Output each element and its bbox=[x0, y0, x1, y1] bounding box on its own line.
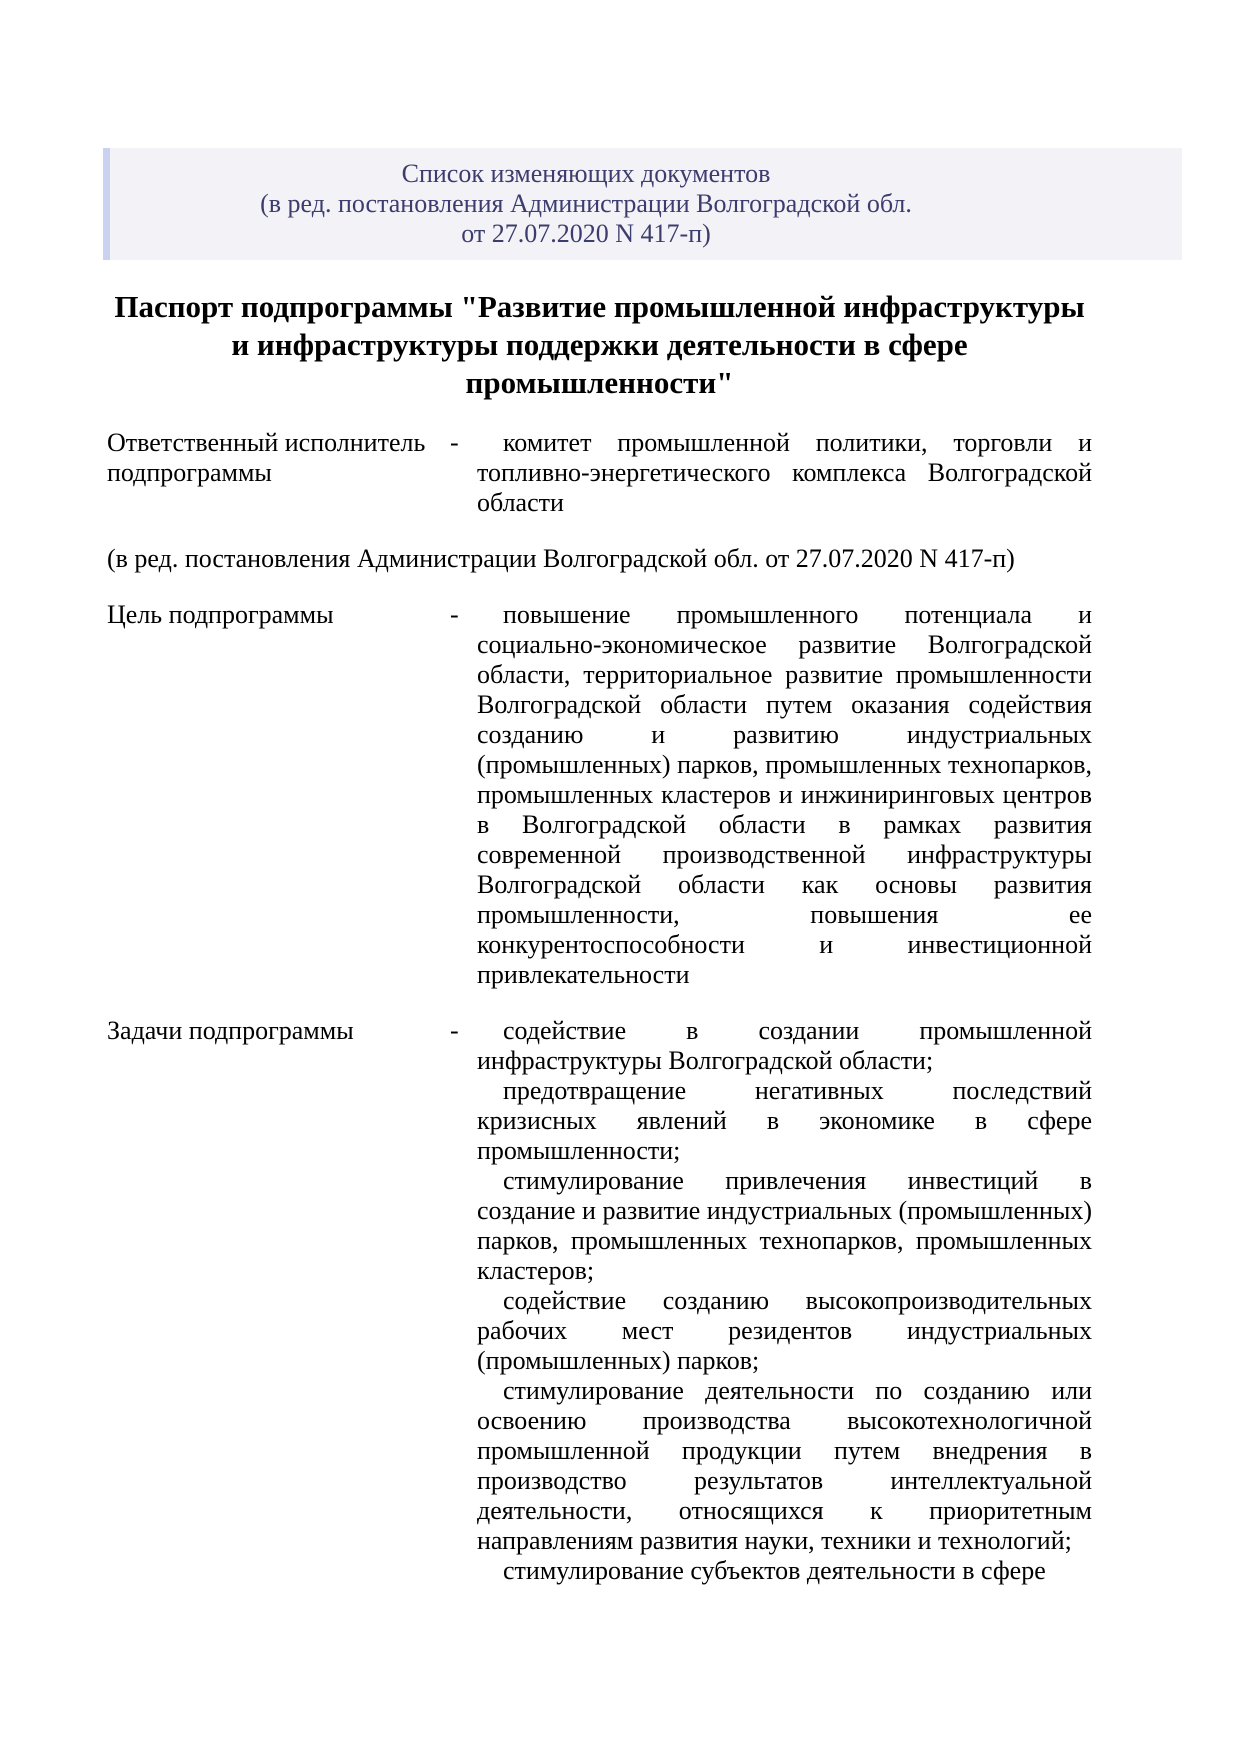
paragraph: содействие созданию высокопроизводительных рабочих мест резидентов индустриальных (промышленных) парков; bbox=[477, 1286, 1092, 1375]
paragraph: стимулирование привлечения инвестиций в создание и развитие индустриальных (промышленных) парков, промышленных технопарков, промышленных кластеров; bbox=[477, 1166, 1092, 1285]
paragraph: повышение промышленного потенциала и социально-экономическое развитие Волгоградской области, территориальное развитие промышленности Волгоградской области путем оказания содействия созданию и развитию индустриальных (промышленных) парков, промышленных технопарков, промышленных кластеров и инжиниринговых центров в Волгоградской области в рамках развития современной производственной инфраструктуры Волгоградской области как основы развития промышленности, повышения ее конкурентоспособности и инвестиционной привлекательности bbox=[477, 600, 1092, 989]
row-dash: - bbox=[450, 600, 459, 629]
row-content bbox=[477, 600, 1092, 990]
row-dash: - bbox=[450, 1016, 459, 1045]
row-content bbox=[477, 1016, 1092, 1586]
passport-table bbox=[107, 428, 1092, 1586]
row-content bbox=[477, 428, 1092, 518]
paragraph: содействие в создании промышленной инфраструктуры Волгоградской области; bbox=[477, 1016, 1092, 1075]
document-title-line: Паспорт подпрограммы "Развитие промышленной инфраструктуры bbox=[114, 289, 1085, 324]
amendments-box-line: от 27.07.2020 N 417-п) bbox=[461, 219, 711, 248]
amendment-note: (в ред. постановления Администрации Волгоградской обл. от 27.07.2020 N 417-п) bbox=[107, 544, 1015, 573]
passport-row-tasks bbox=[107, 1016, 1092, 1586]
row-label: Ответственный исполнитель подпрограммы bbox=[107, 428, 426, 487]
document-title-line: промышленности" bbox=[465, 365, 734, 400]
passport-row-goal bbox=[107, 600, 1092, 990]
amendments-box-line: (в ред. постановления Администрации Волгоградской обл. bbox=[260, 189, 912, 218]
amendments-box-line: Список изменяющих документов bbox=[401, 159, 771, 188]
paragraph: стимулирование субъектов деятельности в сфере bbox=[503, 1556, 1046, 1585]
row-label: Цель подпрограммы bbox=[107, 600, 334, 629]
document-title-line: и инфраструктуры поддержки деятельности в сфере bbox=[231, 327, 968, 362]
row-label: Задачи подпрограммы bbox=[107, 1016, 354, 1045]
document-title bbox=[107, 288, 1092, 402]
paragraph: предотвращение негативных последствий кризисных явлений в экономике в сфере промышленности; bbox=[477, 1076, 1092, 1165]
amendments-box bbox=[103, 148, 1182, 260]
passport-row-responsible-executor bbox=[107, 428, 1092, 518]
paragraph: стимулирование деятельности по созданию или освоению производства высокотехнологичной промышленной продукции путем внедрения в производство результатов интеллектуальной деятельности, относящихся к приоритетным направлениям развития науки, техники и технологий; bbox=[477, 1376, 1092, 1555]
row-dash: - bbox=[450, 428, 459, 457]
paragraph: комитет промышленной политики, торговли и топливно-энергетического комплекса Волгоградской области bbox=[477, 428, 1092, 517]
